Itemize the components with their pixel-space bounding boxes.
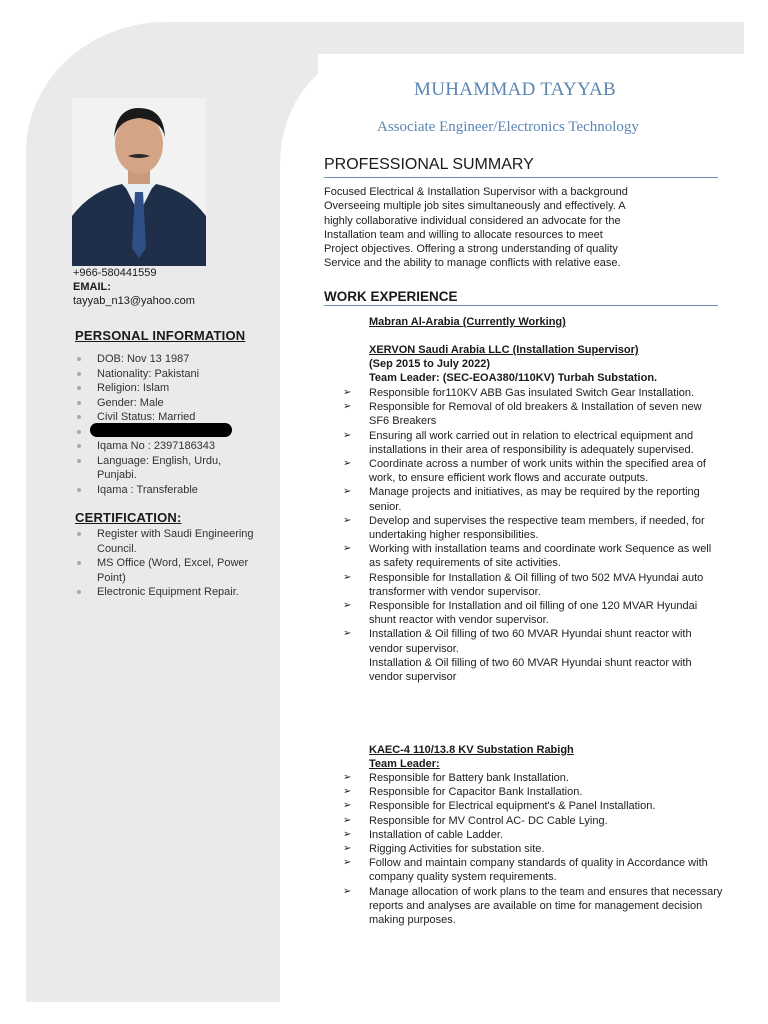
list-item: ➢ Rigging Activities for substation site. (343, 842, 723, 856)
job-duties-list (343, 386, 723, 684)
list-item: ➢ Responsible for Battery bank Installation. (343, 771, 723, 785)
summary-line: Focused Electrical & Installation Supervisor with a background (324, 186, 628, 198)
list-item: ➢ Installation & Oil filling of two 60 MVAR Hyundai shunt reactor with vendor supervisor. (343, 627, 723, 655)
list-item: ➢ Follow and maintain company standards of quality in Accordance with company quality system requirements. (343, 856, 723, 884)
certification-heading: CERTIFICATION: (75, 510, 182, 525)
job-company: KAEC-4 110/13.8 KV Substation Rabigh (369, 744, 574, 756)
list-item: Register with Saudi Engineering Council. (73, 527, 273, 556)
job-dates: (Sep 2015 to July 2022) (369, 358, 491, 370)
list-item: ➢ Responsible for110KV ABB Gas insulated Switch Gear Installation. (343, 386, 723, 400)
summary-line: Installation team and willing to allocate resources to meet (324, 228, 603, 241)
profile-photo (72, 98, 206, 266)
list-item: ➢ Manage allocation of work plans to the team and ensures that necessary reports and analyses are available on time for management decision making purposes. (343, 885, 723, 928)
list-item: ➢ Responsible for Removal of old breakers & Installation of seven new SF6 Breakers (343, 400, 723, 428)
list-item: DOB: Nov 13 1987 (73, 352, 263, 367)
list-item: ➢ Responsible for Electrical equipment's & Panel Installation. (343, 799, 723, 813)
list-item: Gender: Male (73, 396, 263, 411)
candidate-name: MUHAMMAD TAYYAB (414, 79, 616, 100)
summary-line: Project objectives. Offering a strong understanding of quality (324, 243, 618, 256)
list-item: ➢ Working with installation teams and coordinate work Sequence as well as safety requirements of site activities. (343, 542, 723, 570)
header-band (260, 22, 744, 54)
redaction-bar (90, 423, 232, 437)
list-item: Nationality: Pakistani (73, 367, 263, 382)
personal-info-heading: PERSONAL INFORMATION (75, 328, 246, 343)
summary-heading: PROFESSIONAL SUMMARY (324, 156, 534, 173)
list-item: MS Office (Word, Excel, Power Point) (73, 556, 273, 585)
list-item: Language: English, Urdu, Punjabi. (73, 454, 263, 483)
list-item: Iqama No : 2397186343 (73, 439, 263, 454)
divider (324, 177, 718, 178)
summary-line: Overseeing multiple job sites simultaneously and effectively. A (324, 200, 626, 213)
list-item: Iqama : Transferable (73, 483, 263, 498)
list-item: ➢ Develop and supervises the respective team members, if needed, for undertaking higher responsibilities. (343, 514, 723, 542)
job-role: Team Leader: (369, 758, 440, 770)
list-item: ➢ Responsible for Installation and oil filling of one 120 MVAR Hyundai shunt reactor with vendor supervisor. (343, 599, 723, 627)
list-item: ➢ Responsible for Capacitor Bank Installation. (343, 785, 723, 799)
job-duties-list (343, 771, 723, 927)
email-label: EMAIL: (73, 281, 111, 293)
summary-text (324, 185, 704, 271)
list-item: Religion: Islam (73, 381, 263, 396)
list-item: ➢ Manage projects and initiatives, as may be required by the reporting senior. (343, 485, 723, 513)
job-company: Mabran Al-Arabia (Currently Working) (369, 316, 566, 328)
list-item: ➢ Coordinate across a number of work units within the specified area of work, to ensure efficient work flows and accurate outputs. (343, 457, 723, 485)
summary-line: Service and the ability to manage conflicts with relative ease. (324, 257, 621, 270)
list-item: Civil Status: Married (73, 410, 263, 425)
list-item: ➢ Ensuring all work carried out in relation to electrical equipment and installations in their area of responsibility is adequately supervised. (343, 429, 723, 457)
candidate-title: Associate Engineer/Electronics Technology (377, 119, 639, 135)
list-item: ➢ Responsible for Installation & Oil filling of two 502 MVA Hyundai auto transformer with vendor supervisor. (343, 571, 723, 599)
contact-block (73, 266, 195, 308)
summary-line: highly collaborative individual considered an advocate for the (324, 214, 621, 227)
certification-list (73, 527, 273, 600)
list-item: Electronic Equipment Repair. (73, 585, 273, 600)
divider (324, 305, 718, 306)
job-role: Team Leader: (SEC-EOA380/110KV) Turbah Substation. (369, 372, 658, 384)
list-item: ➢ Responsible for MV Control AC- DC Cable Lying. (343, 814, 723, 828)
job-company: XERVON Saudi Arabia LLC (Installation Supervisor) (369, 344, 639, 356)
list-item: Installation & Oil filling of two 60 MVAR Hyundai shunt reactor with vendor supervisor (369, 656, 692, 684)
list-item: ➢ Installation of cable Ladder. (343, 828, 723, 842)
phone-number: +966-580441559 (73, 267, 157, 279)
email-address[interactable]: tayyab_n13@yahoo.com (73, 295, 195, 307)
experience-heading: WORK EXPERIENCE (324, 289, 458, 304)
